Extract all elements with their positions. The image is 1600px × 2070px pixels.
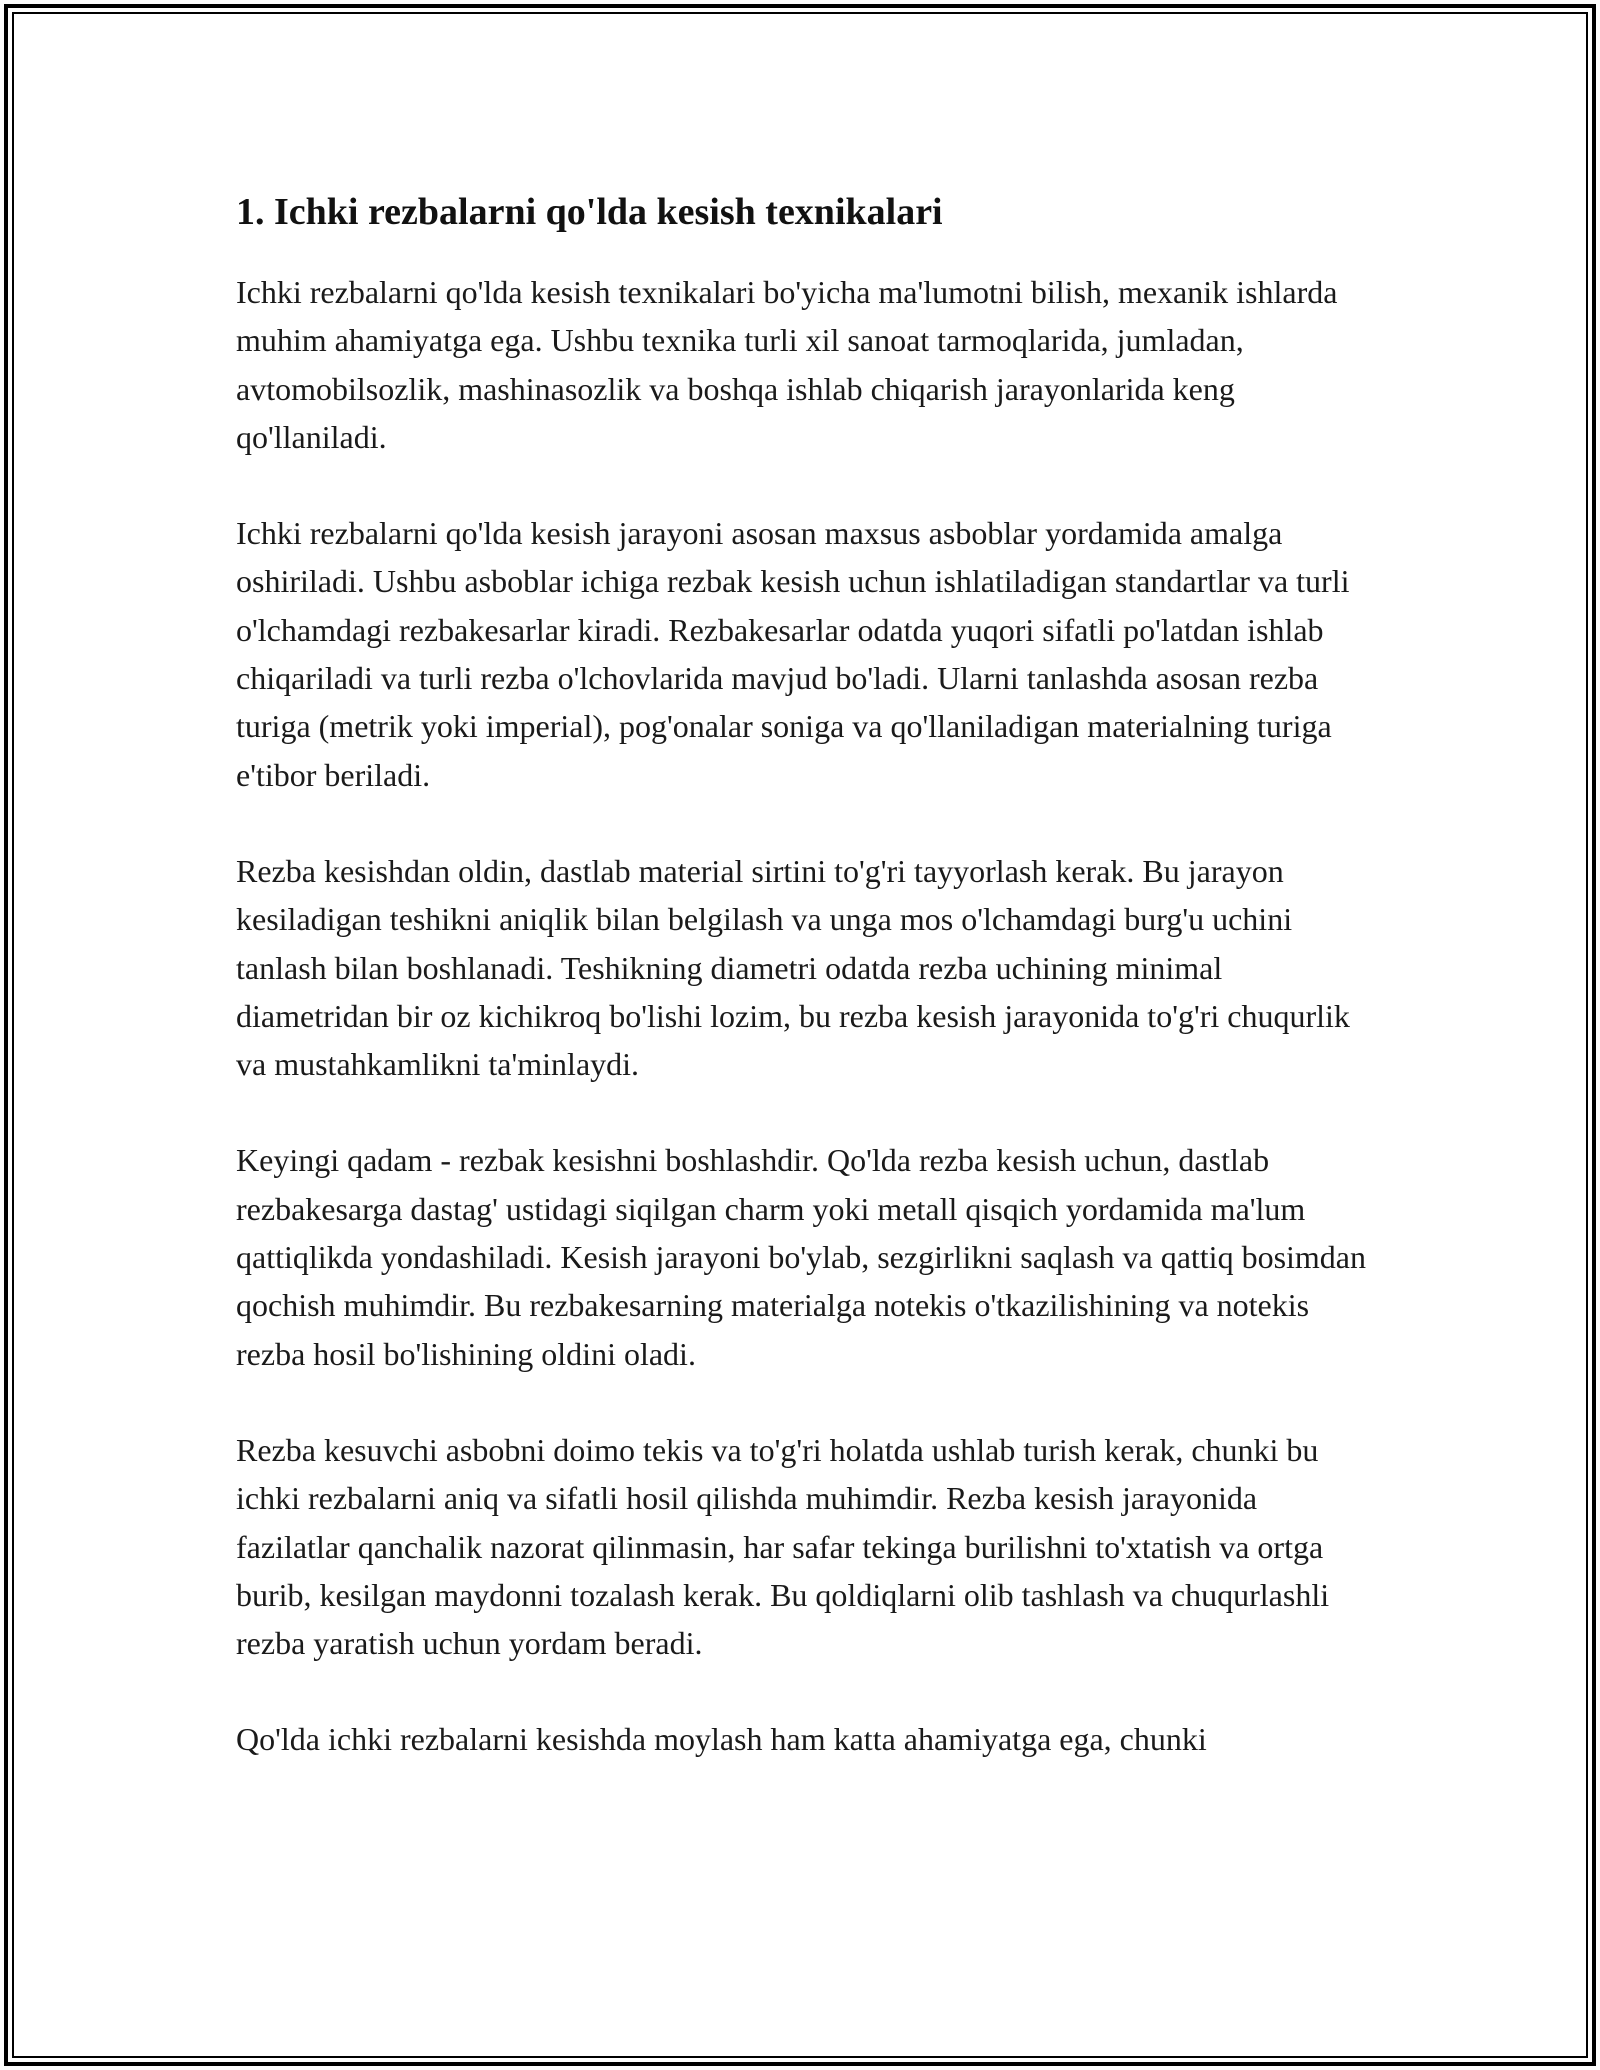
paragraph-4: Keyingi qadam - rezbak kesishni boshlashdir. Qo'lda rezba kesish uchun, dastlab rezbakesarga dastag' ustidagi siqilgan charm yoki metall qisqich yordamida ma'lum qattiqlikda yondashiladi. Kesish jarayoni bo'ylab, sezgirlikni saqlash va qattiq bosimdan qochish muhimdir. Bu rezbakesarning materialga notekis o'tkazilishining va notekis rezba hosil bo'lishining oldini oladi.: [236, 1142, 1366, 1372]
section-heading: 1. Ichki rezbalarni qo'lda kesish texnikalari: [236, 191, 943, 233]
document-body: [236, 186, 1376, 1764]
paragraph-6: Qo'lda ichki rezbalarni kesishda moylash ham katta ahamiyatga ega, chunki: [236, 1721, 1207, 1758]
paragraph-5: Rezba kesuvchi asbobni doimo tekis va to'g'ri holatda ushlab turish kerak, chunki bu ichki rezbalarni aniq va sifatli hosil qilishda muhimdir. Rezba kesish jarayonida fazilatlar qanchalik nazorat qilinmasin, har safar tekinga burilishni to'xtatish va ortga burib, kesilgan maydonni tozalash kerak. Bu qoldiqlarni olib tashlash va chuqurlashli rezba yaratish uchun yordam beradi.: [236, 1431, 1330, 1662]
paragraph-1: Ichki rezbalarni qo'lda kesish texnikalari bo'yicha ma'lumotni bilish, mexanik ishlarda muhim ahamiyatga ega. Ushbu texnika turli xil sanoat tarmoqlarida, jumladan, avtomobilsozlik, mashinasozlik va boshqa ishlab chiqarish jarayonlarida keng qo'llaniladi.: [236, 274, 1338, 455]
paragraph-2: Ichki rezbalarni qo'lda kesish jarayoni asosan maxsus asboblar yordamida amalga oshiriladi. Ushbu asboblar ichiga rezbak kesish uchun ishlatiladigan standartlar va turli o'lchamdagi rezbakesarlar kiradi. Rezbakesarlar odatda yuqori sifatli po'latdan ishlab chiqariladi va turli rezba o'lchovlarida mavjud bo'ladi. Ularni tanlashda asosan rezba turiga (metrik yoki imperial), pog'onalar soniga va qo'llaniladigan materialning turiga e'tibor beriladi.: [236, 515, 1350, 793]
paragraph-3: Rezba kesishdan oldin, dastlab material sirtini to'g'ri tayyorlash kerak. Bu jarayon kesiladigan teshikni aniqlik bilan belgilash va unga mos o'lchamdagi burg'u uchini tanlash bilan boshlanadi. Teshikning diametri odatda rezba uchining minimal diametridan bir oz kichikroq bo'lishi lozim, bu rezba kesish jarayonida to'g'ri chuqurlik va mustahkamlikni ta'minlaydi.: [236, 852, 1350, 1083]
